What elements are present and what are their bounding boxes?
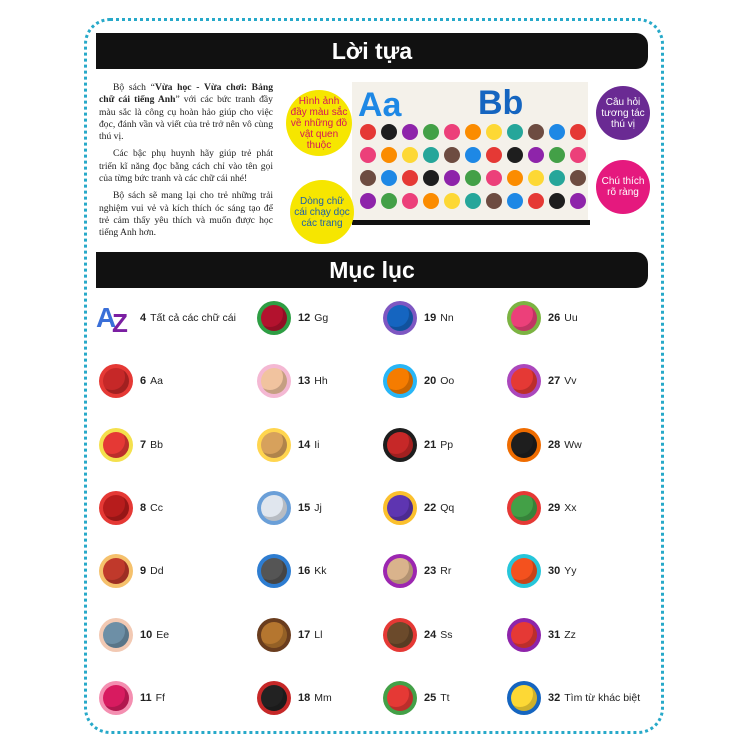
toc-item bbox=[380, 488, 454, 528]
preview-bar bbox=[352, 220, 590, 225]
preface-banner bbox=[96, 33, 648, 69]
toc-label bbox=[298, 565, 327, 577]
toc-entry-text: Vv bbox=[564, 375, 577, 388]
toc-entry-text: Gg bbox=[314, 312, 329, 324]
toc-entry-text: Tất cả các chữ cái bbox=[150, 312, 236, 324]
toc-entry-text: Uu bbox=[564, 312, 578, 324]
preview-picture bbox=[528, 193, 544, 209]
callout-bubble-pictures: Hình ảnh đầy màu sắc về những đồ vật quen thuộc bbox=[286, 90, 352, 156]
tomato-icon bbox=[380, 678, 420, 718]
motorbike-icon bbox=[254, 678, 294, 718]
toc-page-number: 12 bbox=[298, 312, 311, 324]
preview-picture bbox=[402, 170, 418, 186]
toc-label bbox=[298, 375, 328, 387]
toc-label bbox=[424, 629, 453, 641]
preview-picture bbox=[381, 147, 397, 163]
toc-page-number: 22 bbox=[424, 501, 437, 514]
preview-picture bbox=[465, 147, 481, 163]
toc-page-number: 4 bbox=[140, 312, 147, 324]
toc-entry-text: Ww bbox=[564, 438, 582, 451]
toc-label bbox=[548, 502, 577, 514]
toc-item bbox=[380, 615, 453, 655]
toc-page-number: 21 bbox=[424, 438, 437, 451]
preview-picture bbox=[402, 193, 418, 209]
toc-label bbox=[548, 692, 640, 704]
clock-icon bbox=[96, 488, 136, 528]
preview-picture bbox=[381, 124, 397, 140]
toc-item bbox=[254, 425, 320, 465]
ice-cream-icon bbox=[254, 425, 294, 465]
snake-icon bbox=[380, 615, 420, 655]
preview-picture bbox=[507, 193, 523, 209]
preface-paragraph-2: Các bậc phụ huynh hãy giúp trẻ phát triển kĩ năng đọc bằng cách chỉ vào tên gọi của từng bức tranh và các chữ cái nhé! bbox=[99, 148, 273, 185]
toc-label bbox=[424, 312, 454, 324]
preview-picture bbox=[444, 193, 460, 209]
toc-label bbox=[298, 629, 322, 641]
toc-entry-text: Kk bbox=[314, 565, 327, 578]
toc-page-number: 31 bbox=[548, 628, 561, 641]
toc-page-number: 15 bbox=[298, 501, 311, 514]
preview-picture bbox=[486, 124, 502, 140]
preview-picture bbox=[423, 170, 439, 186]
toc-item bbox=[504, 361, 577, 401]
toc-entry-text: Cc bbox=[150, 501, 163, 514]
toc-page-number: 30 bbox=[548, 565, 561, 578]
toc-page-number: 9 bbox=[140, 565, 147, 578]
preview-picture bbox=[423, 124, 439, 140]
toc-item bbox=[96, 551, 164, 591]
orange-icon bbox=[380, 361, 420, 401]
preview-picture bbox=[465, 124, 481, 140]
preview-picture bbox=[549, 170, 565, 186]
toc-page-number: 10 bbox=[140, 628, 153, 641]
preview-picture bbox=[444, 147, 460, 163]
drum-icon bbox=[96, 551, 136, 591]
preview-picture bbox=[486, 170, 502, 186]
toc-page-number: 29 bbox=[548, 501, 561, 514]
contents-title: Mục lục bbox=[329, 256, 415, 283]
toc-entry-text: Dd bbox=[150, 565, 164, 578]
preview-picture bbox=[360, 124, 376, 140]
toc-page-number: 13 bbox=[298, 375, 311, 388]
toc-entry-text: Oo bbox=[440, 375, 455, 388]
toc-item bbox=[504, 551, 577, 591]
toc-label bbox=[548, 629, 576, 641]
toc-item bbox=[96, 298, 236, 338]
toc-label bbox=[140, 439, 163, 451]
toc-item bbox=[96, 615, 169, 655]
toc-label bbox=[424, 439, 453, 451]
yo-yo-icon bbox=[504, 551, 544, 591]
toc-entry-text: Hh bbox=[314, 375, 328, 388]
net-icon bbox=[380, 298, 420, 338]
toc-page-number: 25 bbox=[424, 691, 437, 704]
toc-label bbox=[548, 375, 577, 387]
preface-paragraph-1: Bộ sách “Vừa học - Vừa chơi: Bảng chữ cái tiếng Anh” với các bức tranh đầy màu sắc là công cụ hoàn hảo giúp cho việc đọc, đánh vần và viết của trẻ trở nên vô cùng thú vị. bbox=[99, 82, 273, 143]
preview-picture bbox=[381, 193, 397, 209]
toc-page-number: 6 bbox=[140, 375, 147, 388]
toc-entry-text: Bb bbox=[150, 438, 163, 451]
toc-item bbox=[254, 678, 332, 718]
preview-picture bbox=[528, 170, 544, 186]
toc-entry-text: Nn bbox=[440, 312, 454, 324]
toc-entry-text: Ff bbox=[155, 691, 165, 704]
toc-entry-text: Mm bbox=[314, 691, 332, 704]
toc-label bbox=[298, 312, 328, 324]
toc-item bbox=[254, 551, 327, 591]
toc-page-number: 28 bbox=[548, 438, 561, 451]
toc-entry-text: Aa bbox=[150, 375, 163, 388]
toc-label bbox=[298, 692, 332, 704]
toc-entry-text: Tìm từ khác biệt bbox=[564, 691, 641, 704]
preview-picture bbox=[360, 170, 376, 186]
preview-picture bbox=[444, 124, 460, 140]
toc-label bbox=[298, 439, 320, 451]
toc-page-number: 20 bbox=[424, 375, 437, 388]
toc-entry-text: Ii bbox=[314, 438, 320, 451]
preview-picture bbox=[570, 193, 586, 209]
toc-item bbox=[254, 615, 322, 655]
toc-item bbox=[254, 488, 322, 528]
preface-title: Lời tựa bbox=[331, 37, 413, 64]
toc-item bbox=[254, 298, 328, 338]
toc-item bbox=[254, 361, 328, 401]
toc-entry-text: Xx bbox=[564, 501, 577, 514]
toc-item bbox=[380, 361, 454, 401]
toc-item bbox=[96, 361, 163, 401]
preview-picture bbox=[570, 147, 586, 163]
preview-picture bbox=[402, 147, 418, 163]
zip-icon bbox=[504, 615, 544, 655]
toc-label bbox=[298, 502, 322, 514]
boat-icon bbox=[96, 425, 136, 465]
toc-label bbox=[548, 312, 578, 324]
preview-letter-b: Bb bbox=[478, 84, 524, 122]
toc-entry-text: Tt bbox=[440, 691, 450, 704]
toc-label bbox=[424, 692, 450, 704]
toc-item bbox=[380, 678, 450, 718]
toc-page-number: 16 bbox=[298, 565, 311, 578]
toc-item bbox=[504, 425, 582, 465]
toc-label bbox=[424, 375, 454, 387]
toc-page-number: 27 bbox=[548, 375, 561, 388]
toc-page-number: 11 bbox=[140, 691, 152, 704]
toc-label bbox=[424, 502, 454, 514]
grapes-icon bbox=[254, 298, 294, 338]
toc-label bbox=[140, 565, 164, 577]
pirate-icon bbox=[380, 425, 420, 465]
book-preview-image bbox=[352, 82, 588, 220]
rabbit-icon bbox=[380, 551, 420, 591]
vase-icon bbox=[504, 361, 544, 401]
flower-icon bbox=[96, 678, 136, 718]
callout-bubble-questions: Câu hỏi tương tác thú vị bbox=[596, 86, 650, 140]
preview-picture bbox=[444, 170, 460, 186]
toc-page-number: 18 bbox=[298, 691, 311, 704]
toc-item bbox=[96, 425, 163, 465]
toc-page-number: 17 bbox=[298, 628, 311, 641]
eye-icon bbox=[96, 615, 136, 655]
preview-picture bbox=[528, 147, 544, 163]
toc-page-number: 8 bbox=[140, 501, 147, 514]
contents-banner bbox=[96, 252, 648, 288]
apple-icon bbox=[96, 361, 136, 401]
preview-picture bbox=[360, 147, 376, 163]
xylophone-icon bbox=[504, 488, 544, 528]
preview-picture bbox=[486, 193, 502, 209]
toc-entry-text: Ll bbox=[314, 628, 323, 641]
toc-label bbox=[548, 565, 577, 577]
toc-item bbox=[96, 488, 163, 528]
toc-label bbox=[424, 565, 451, 577]
callout-bubble-letters: Dòng chữ cái chạy dọc các trang bbox=[290, 180, 354, 244]
toc-page-number: 14 bbox=[298, 438, 311, 451]
preview-picture bbox=[570, 124, 586, 140]
toc-entry-text: Rr bbox=[440, 565, 452, 578]
toc-page-number: 24 bbox=[424, 628, 437, 641]
hand-icon bbox=[254, 361, 294, 401]
toc-label bbox=[140, 312, 236, 324]
preface-paragraph-3: Bộ sách sẽ mang lại cho trẻ những trải nghiệm vui vẻ và kích thích óc sáng tạo để trẻ cảm thấy yêu thích và muốn được học tiếng Anh hơn. bbox=[99, 190, 273, 239]
toc-entry-text: Jj bbox=[314, 501, 322, 514]
preface-text bbox=[99, 82, 273, 245]
lion-icon bbox=[254, 615, 294, 655]
toc-entry-text: Qq bbox=[440, 501, 455, 514]
preview-picture bbox=[465, 193, 481, 209]
toc-page-number: 7 bbox=[140, 438, 147, 451]
toc-item bbox=[504, 298, 578, 338]
preview-picture bbox=[486, 147, 502, 163]
az-letters-icon: A Z bbox=[96, 302, 128, 338]
key-icon bbox=[254, 551, 294, 591]
jellyfish-icon bbox=[254, 488, 294, 528]
toc-entry-text: Zz bbox=[564, 628, 576, 641]
toc-item bbox=[504, 615, 576, 655]
toc-label bbox=[548, 439, 582, 451]
preview-picture bbox=[528, 124, 544, 140]
callout-bubble-captions: Chú thích rõ ràng bbox=[596, 160, 650, 214]
toc-page-number: 32 bbox=[548, 691, 561, 704]
preview-picture bbox=[549, 193, 565, 209]
preview-letter-a: Aa bbox=[358, 86, 402, 124]
toc-label bbox=[140, 375, 163, 387]
wheel-icon bbox=[504, 425, 544, 465]
toc-page-number: 23 bbox=[424, 565, 437, 578]
toc-entry-text: Pp bbox=[440, 438, 454, 451]
toc-entry-text: Yy bbox=[564, 565, 577, 578]
preview-picture bbox=[360, 193, 376, 209]
toc-item bbox=[380, 298, 454, 338]
quartz-icon bbox=[380, 488, 420, 528]
toc-item bbox=[380, 551, 451, 591]
toc-entry-text: Ee bbox=[156, 628, 170, 641]
toc-label bbox=[140, 502, 163, 514]
toc-entry-text: Ss bbox=[440, 628, 453, 641]
preview-picture bbox=[507, 124, 523, 140]
preview-picture bbox=[507, 170, 523, 186]
preview-picture bbox=[465, 170, 481, 186]
preview-picture bbox=[549, 147, 565, 163]
toc-item bbox=[504, 678, 640, 718]
preview-picture bbox=[381, 170, 397, 186]
umbrella-icon bbox=[504, 298, 544, 338]
banana-icon bbox=[504, 678, 544, 718]
toc-item bbox=[96, 678, 165, 718]
preview-picture bbox=[549, 124, 565, 140]
toc-page-number: 26 bbox=[548, 312, 561, 324]
preview-picture bbox=[570, 170, 586, 186]
toc-label bbox=[140, 692, 165, 704]
toc-label bbox=[140, 629, 169, 641]
preview-picture bbox=[423, 193, 439, 209]
preview-picture bbox=[402, 124, 418, 140]
toc-page-number: 19 bbox=[424, 312, 437, 324]
preview-picture bbox=[507, 147, 523, 163]
toc-item bbox=[380, 425, 453, 465]
toc-item bbox=[504, 488, 577, 528]
preview-picture bbox=[423, 147, 439, 163]
